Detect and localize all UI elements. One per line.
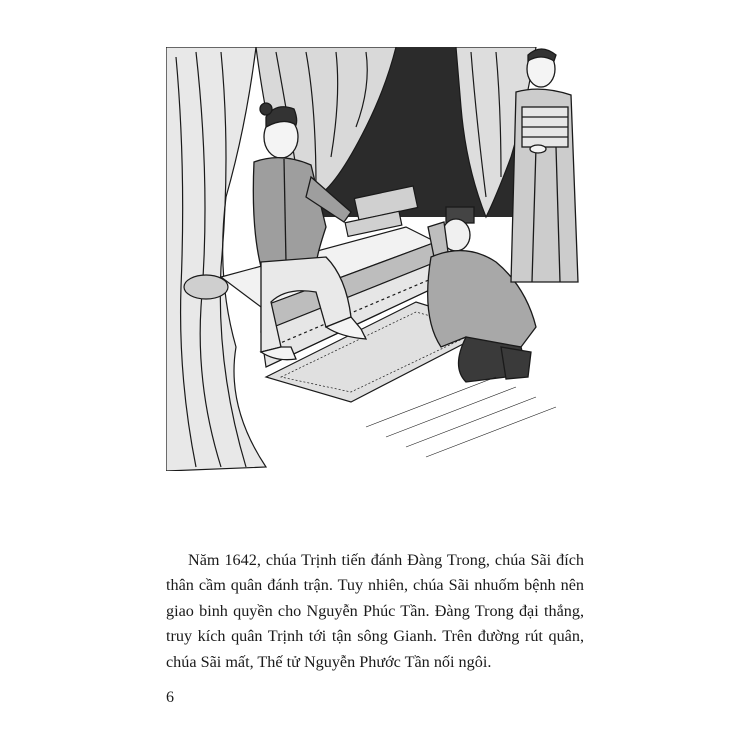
paragraph-line: Năm 1642, chúa Trịnh tiến đánh Đàng Trong, chúa Sãi đích <box>188 551 584 569</box>
tea-cup <box>530 145 546 153</box>
paragraph-line: truy kích quân Trịnh tới tận sông Gianh. Trên đường rút quân, <box>166 627 584 646</box>
paragraph-line: giao binh quyền cho Nguyễn Phúc Tần. Đàng Trong đại thắng, <box>166 601 584 620</box>
paragraph-line: chúa Sãi mất, Thế tử Nguyễn Phước Tần nối ngôi. <box>166 652 492 671</box>
illustration <box>166 47 582 471</box>
illustration-drawing <box>166 47 582 471</box>
page-number: 6 <box>166 689 174 706</box>
curtain-tieback <box>184 275 228 299</box>
paragraph-line: thân cầm quân đánh trận. Tuy nhiên, chúa Sãi nhuốm bệnh nên <box>166 576 584 595</box>
story-paragraph <box>166 548 584 675</box>
